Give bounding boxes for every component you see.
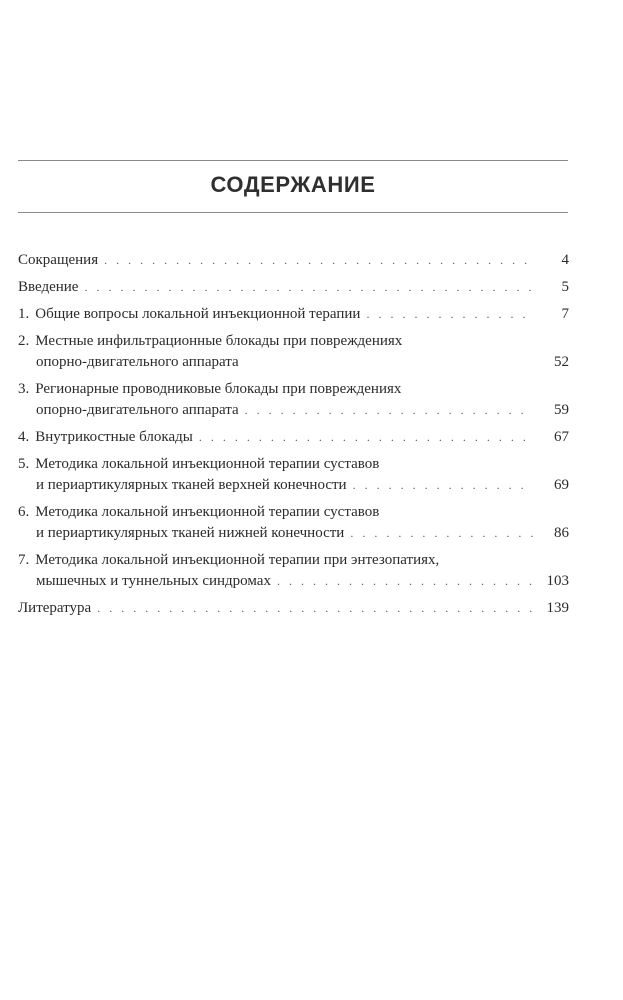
toc-entry[interactable] bbox=[18, 502, 569, 544]
toc-entry[interactable] bbox=[18, 277, 569, 298]
dot-leader bbox=[350, 523, 533, 544]
dot-leader bbox=[84, 277, 533, 298]
toc-entry-title-cont: и периартикулярных тканей нижней конечности bbox=[36, 525, 345, 541]
toc-page-number: 86 bbox=[554, 525, 569, 541]
dot-leader bbox=[366, 304, 533, 325]
toc-entry[interactable] bbox=[18, 331, 569, 373]
toc-chapter-number: 7. bbox=[18, 552, 30, 568]
toc-entry[interactable] bbox=[18, 550, 569, 592]
toc-entry-title: Внутрикостные блокады bbox=[35, 429, 193, 445]
toc-chapter-number: 6. bbox=[18, 504, 30, 520]
toc-page-number: 103 bbox=[546, 573, 569, 589]
dot-leader bbox=[97, 598, 533, 619]
toc-entry-title-cont: мышечных и туннельных синдромах bbox=[36, 573, 271, 589]
top-divider bbox=[18, 160, 568, 161]
toc-chapter-number: 5. bbox=[18, 456, 30, 472]
toc-page-number: 4 bbox=[561, 252, 569, 268]
dot-leader bbox=[245, 400, 533, 421]
toc-page-number: 7 bbox=[561, 306, 569, 322]
toc-entry[interactable] bbox=[18, 250, 569, 271]
toc-entry-title: Местные инфильтрационные блокады при повреждениях bbox=[35, 333, 403, 349]
dot-leader bbox=[199, 427, 533, 448]
toc-page-number: 52 bbox=[554, 354, 569, 370]
toc-entry[interactable] bbox=[18, 304, 569, 325]
toc-entry[interactable] bbox=[18, 454, 569, 496]
toc-entry-title: Общие вопросы локальной инъекционной терапии bbox=[35, 306, 361, 322]
toc-entry[interactable] bbox=[18, 379, 569, 421]
toc-entry-title-cont: опорно-двигательного аппарата bbox=[36, 402, 239, 418]
toc-entry-title-cont: и периартикулярных тканей верхней конечности bbox=[36, 477, 347, 493]
toc-page-number: 67 bbox=[554, 429, 569, 445]
toc-entry-title: Методика локальной инъекционной терапии при энтезопатиях, bbox=[35, 552, 440, 568]
toc-chapter-number: 3. bbox=[18, 381, 30, 397]
table-of-contents bbox=[18, 250, 569, 625]
toc-entry-title: Методика локальной инъекционной терапии суставов bbox=[35, 504, 380, 520]
toc-page-number: 5 bbox=[561, 279, 569, 295]
toc-entry-title: Методика локальной инъекционной терапии суставов bbox=[35, 456, 380, 472]
toc-chapter-number: 2. bbox=[18, 333, 30, 349]
toc-page-number: 69 bbox=[554, 477, 569, 493]
toc-page-number: 59 bbox=[554, 402, 569, 418]
page-title: СОДЕРЖАНИЕ bbox=[210, 172, 376, 197]
toc-entry-title: Литература bbox=[18, 600, 92, 616]
toc-chapter-number: 1. bbox=[18, 306, 30, 322]
toc-entry-title: Регионарные проводниковые блокады при повреждениях bbox=[35, 381, 402, 397]
toc-entry[interactable] bbox=[18, 598, 569, 619]
toc-entry[interactable] bbox=[18, 427, 569, 448]
toc-page-number: 139 bbox=[546, 600, 569, 616]
toc-entry-title: Сокращения bbox=[18, 252, 99, 268]
toc-entry-title: Введение bbox=[18, 279, 79, 295]
toc-chapter-number: 4. bbox=[18, 429, 30, 445]
dot-leader bbox=[353, 475, 533, 496]
toc-entry-title-cont: опорно-двигательного аппарата bbox=[36, 354, 239, 370]
dot-leader bbox=[277, 571, 533, 592]
bottom-divider bbox=[18, 212, 568, 213]
dot-leader bbox=[104, 250, 533, 271]
